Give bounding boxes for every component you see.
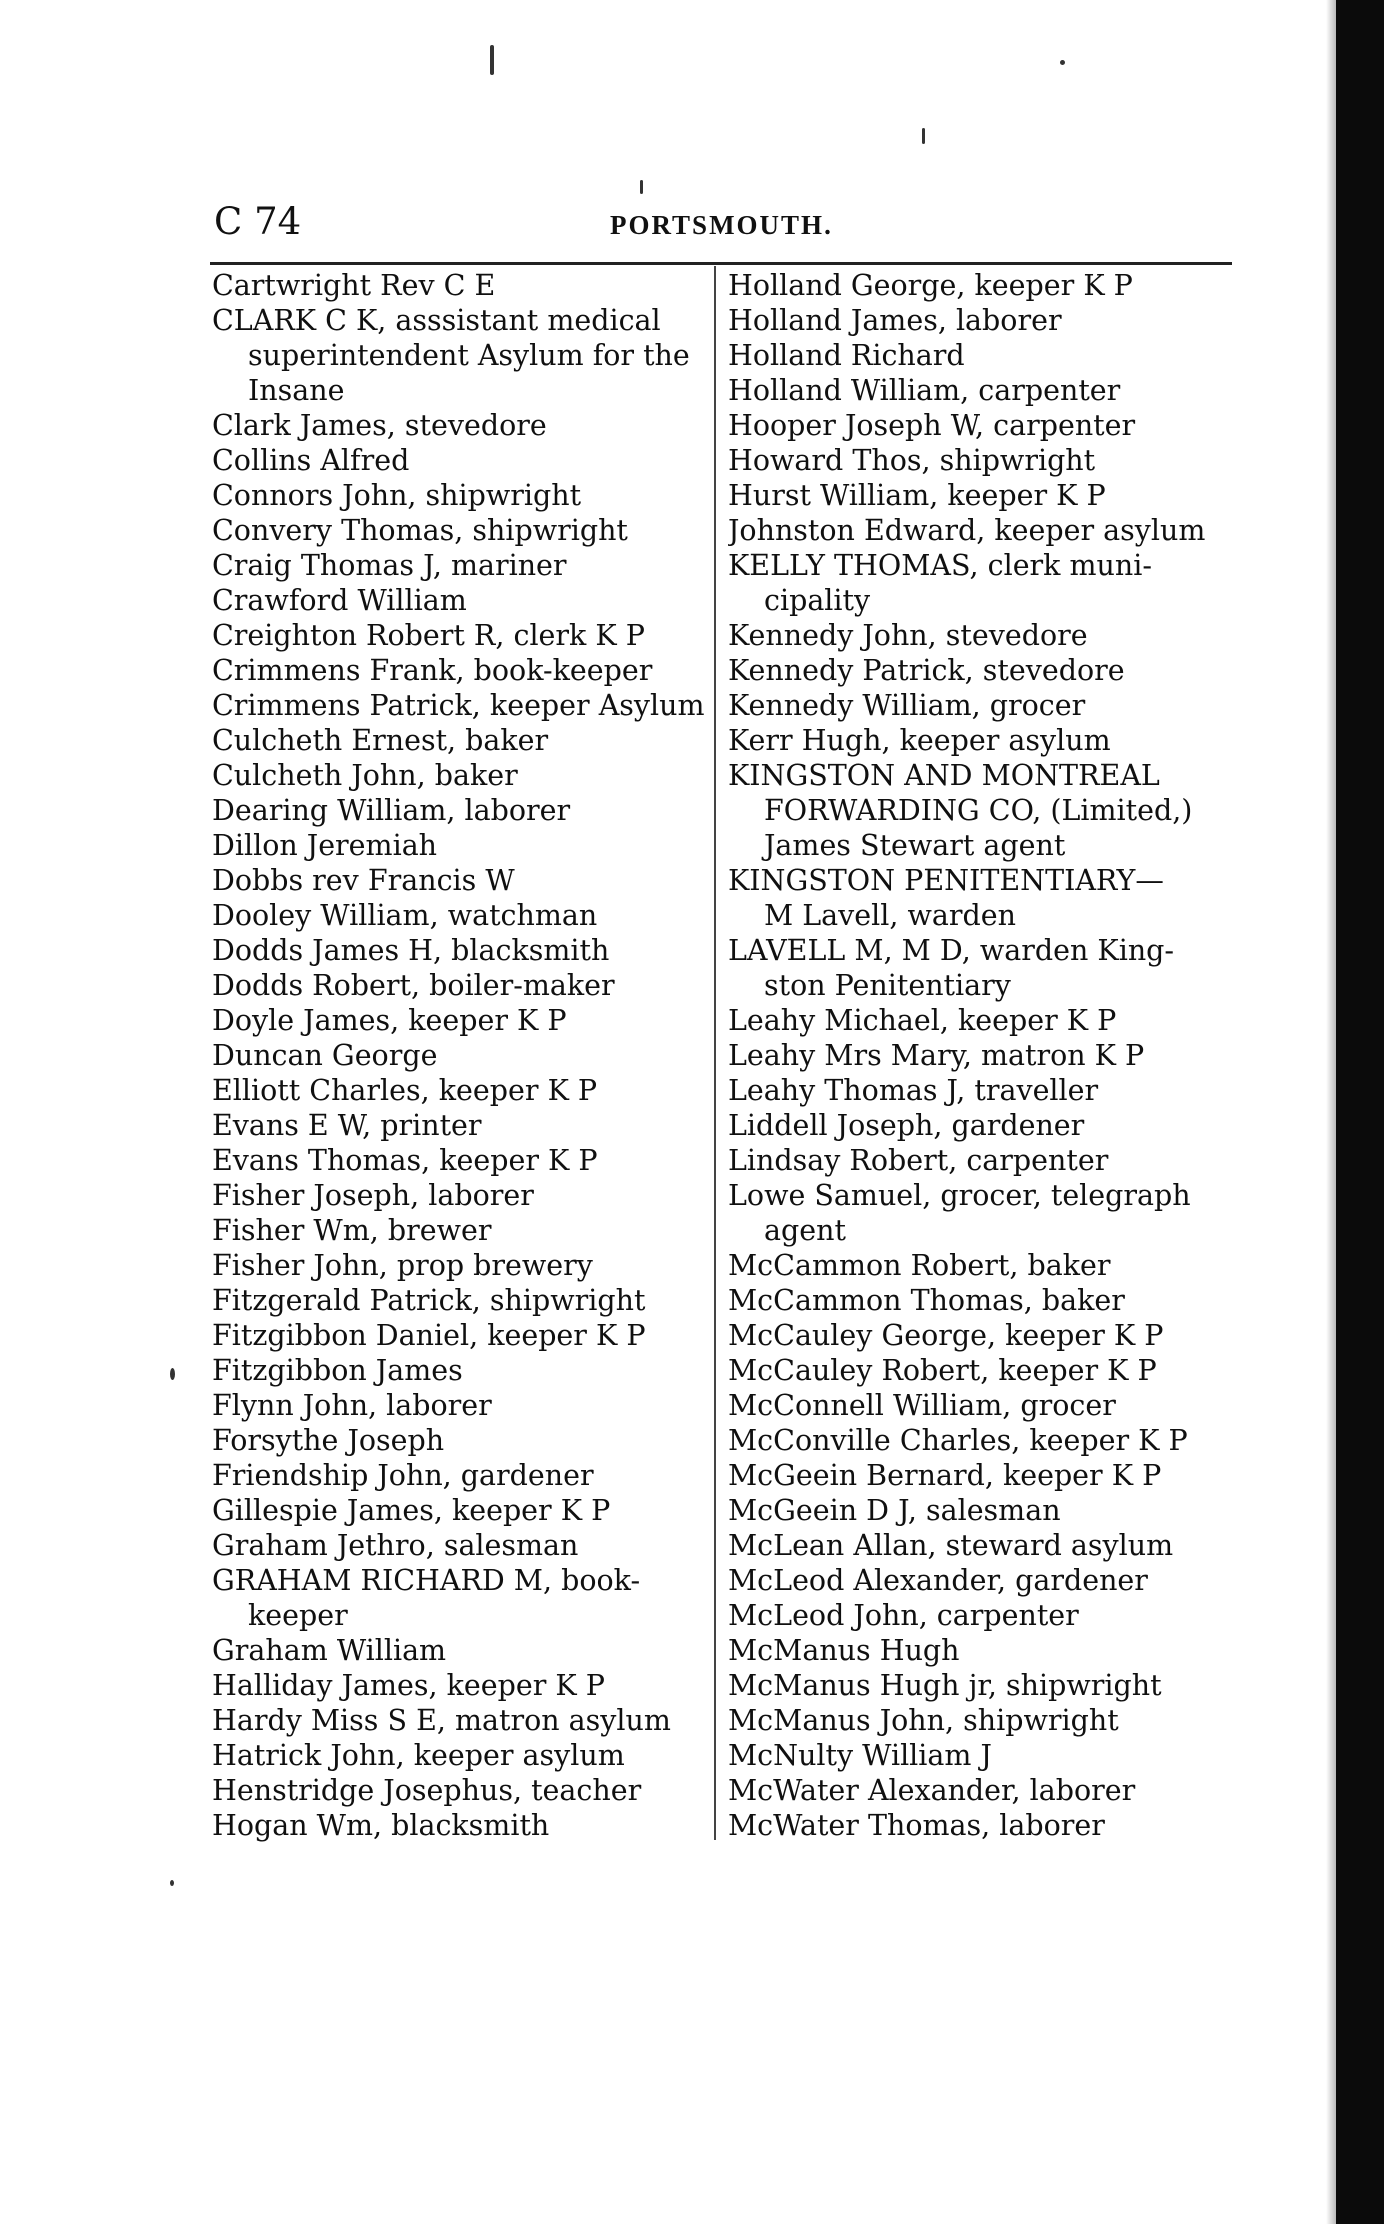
listing-entry: Graham Jethro, salesman xyxy=(212,1529,579,1562)
listing-continuation: James Stewart agent xyxy=(764,829,1066,862)
listing-entry: McConville Charles, keeper K P xyxy=(728,1424,1188,1457)
listing-entry: Hurst William, keeper K P xyxy=(728,479,1106,512)
listing-entry: Connors John, shipwright xyxy=(212,479,582,512)
listing-entry: McWater Alexander, laborer xyxy=(728,1774,1136,1807)
listing-entry: Howard Thos, shipwright xyxy=(728,444,1096,477)
listing-continuation: agent xyxy=(764,1214,846,1247)
listing-entry: Fisher Joseph, laborer xyxy=(212,1179,534,1212)
listing-entry: Kennedy John, stevedore xyxy=(728,619,1088,652)
listing-entry: Kennedy Patrick, stevedore xyxy=(728,654,1125,687)
listing-entry: McManus Hugh jr, shipwright xyxy=(728,1669,1162,1702)
listing-entry: McConnell William, grocer xyxy=(728,1389,1116,1422)
listing-entry: Holland Richard xyxy=(728,339,965,372)
listing-entry: Hardy Miss S E, matron asylum xyxy=(212,1704,671,1737)
listing-entry: McWater Thomas, laborer xyxy=(728,1809,1105,1842)
listing-entry: Evans E W, printer xyxy=(212,1109,482,1142)
listing-entry: Holland James, laborer xyxy=(728,304,1062,337)
listing-entry: Gillespie James, keeper K P xyxy=(212,1494,611,1527)
listing-continuation: cipality xyxy=(764,584,871,617)
listing-continuation: superintendent Asylum for the xyxy=(248,339,690,372)
header-rule xyxy=(210,262,1232,265)
left-column xyxy=(212,268,712,1843)
listing-continuation: M Lavell, warden xyxy=(764,899,1016,932)
listing-entry: Hooper Joseph W, carpenter xyxy=(728,409,1136,442)
listing-entry: McCauley George, keeper K P xyxy=(728,1319,1164,1352)
listing-entry: Leahy Thomas J, traveller xyxy=(728,1074,1099,1107)
listing-entry: McCammon Thomas, baker xyxy=(728,1284,1125,1317)
listing-entry: Dearing William, laborer xyxy=(212,794,571,827)
listing-entry: KINGSTON AND MONTREAL xyxy=(728,759,1160,792)
listing-entry: Fisher Wm, brewer xyxy=(212,1214,492,1247)
column-divider xyxy=(714,266,716,1840)
scan-speck xyxy=(640,180,643,194)
listing-entry: Dodds James H, blacksmith xyxy=(212,934,610,967)
listing-entry: McGeein Bernard, keeper K P xyxy=(728,1459,1162,1492)
listing-entry: McLeod Alexander, gardener xyxy=(728,1564,1148,1597)
right-column xyxy=(728,268,1232,1843)
page-number: C 74 xyxy=(214,200,302,243)
listing-continuation: FORWARDING CO, (Limited,) xyxy=(764,794,1193,827)
page-edge xyxy=(1326,0,1336,2224)
listing-entry: McLean Allan, steward asylum xyxy=(728,1529,1174,1562)
listing-entry: McManus John, shipwright xyxy=(728,1704,1119,1737)
listing-entry: Fisher John, prop brewery xyxy=(212,1249,593,1282)
listing-entry: Culcheth Ernest, baker xyxy=(212,724,549,757)
listing-entry: Fitzgerald Patrick, shipwright xyxy=(212,1284,646,1317)
listing-entry: Flynn John, laborer xyxy=(212,1389,492,1422)
listing-entry: Craig Thomas J, mariner xyxy=(212,549,567,582)
listing-entry: Leahy Michael, keeper K P xyxy=(728,1004,1117,1037)
listing-entry: Fitzgibbon Daniel, keeper K P xyxy=(212,1319,646,1352)
listing-entry: Holland William, carpenter xyxy=(728,374,1121,407)
listing-entry: LAVELL M, M D, warden King- xyxy=(728,934,1175,967)
listing-entry: Dooley William, watchman xyxy=(212,899,598,932)
listing-entry: Kennedy William, grocer xyxy=(728,689,1086,722)
scan-speck xyxy=(922,128,925,144)
listing-entry: Dillon Jeremiah xyxy=(212,829,438,862)
listing-entry: Elliott Charles, keeper K P xyxy=(212,1074,598,1107)
listing-entry: Doyle James, keeper K P xyxy=(212,1004,567,1037)
listing-entry: Hatrick John, keeper asylum xyxy=(212,1739,625,1772)
listing-entry: McCauley Robert, keeper K P xyxy=(728,1354,1157,1387)
listing-entry: CLARK C K, asssistant medical xyxy=(212,304,661,337)
listing-continuation: Insane xyxy=(248,374,345,407)
listing-entry: McCammon Robert, baker xyxy=(728,1249,1111,1282)
listing-entry: Graham William xyxy=(212,1634,447,1667)
listing-entry: Clark James, stevedore xyxy=(212,409,547,442)
scan-speck xyxy=(1060,60,1065,65)
listing-entry: Dobbs rev Francis W xyxy=(212,864,515,897)
listing-entry: McGeein D J, salesman xyxy=(728,1494,1061,1527)
listing-continuation: ston Penitentiary xyxy=(764,969,1011,1002)
listing-entry: Culcheth John, baker xyxy=(212,759,518,792)
listing-entry: Convery Thomas, shipwright xyxy=(212,514,628,547)
listing-entry: Crimmens Patrick, keeper Asylum xyxy=(212,689,705,722)
listing-entry: Leahy Mrs Mary, matron K P xyxy=(728,1039,1145,1072)
listing-entry: Crawford William xyxy=(212,584,467,617)
listing-entry: GRAHAM RICHARD M, book- xyxy=(212,1564,641,1597)
listing-entry: Cartwright Rev C E xyxy=(212,269,496,302)
listing-entry: KINGSTON PENITENTIARY— xyxy=(728,864,1164,897)
running-head: PORTSMOUTH. xyxy=(610,210,833,240)
listing-entry: McManus Hugh xyxy=(728,1634,960,1667)
listing-entry: Hogan Wm, blacksmith xyxy=(212,1809,550,1842)
listing-entry: Henstridge Josephus, teacher xyxy=(212,1774,642,1807)
scan-speck xyxy=(490,45,494,75)
listing-entry: Creighton Robert R, clerk K P xyxy=(212,619,645,652)
scan-speck xyxy=(170,1368,175,1380)
listing-entry: Johnston Edward, keeper asylum xyxy=(728,514,1206,547)
listing-entry: Kerr Hugh, keeper asylum xyxy=(728,724,1111,757)
listing-entry: Holland George, keeper K P xyxy=(728,269,1133,302)
scan-border xyxy=(1336,0,1384,2224)
listing-entry: Liddell Joseph, gardener xyxy=(728,1109,1085,1142)
listing-entry: Halliday James, keeper K P xyxy=(212,1669,605,1702)
scan-speck xyxy=(170,1880,174,1886)
listing-entry: McNulty William J xyxy=(728,1739,992,1772)
listing-entry: Lindsay Robert, carpenter xyxy=(728,1144,1109,1177)
listing-entry: Evans Thomas, keeper K P xyxy=(212,1144,598,1177)
listing-continuation: keeper xyxy=(248,1599,348,1632)
listing-entry: KELLY THOMAS, clerk muni- xyxy=(728,549,1152,582)
listing-entry: Duncan George xyxy=(212,1039,438,1072)
listing-entry: Lowe Samuel, grocer, telegraph xyxy=(728,1179,1191,1212)
listing-entry: McLeod John, carpenter xyxy=(728,1599,1079,1632)
listing-entry: Forsythe Joseph xyxy=(212,1424,445,1457)
listing-entry: Friendship John, gardener xyxy=(212,1459,594,1492)
listing-entry: Collins Alfred xyxy=(212,444,410,477)
listing-entry: Crimmens Frank, book-keeper xyxy=(212,654,653,687)
listing-entry: Fitzgibbon James xyxy=(212,1354,463,1387)
listing-entry: Dodds Robert, boiler-maker xyxy=(212,969,615,1002)
